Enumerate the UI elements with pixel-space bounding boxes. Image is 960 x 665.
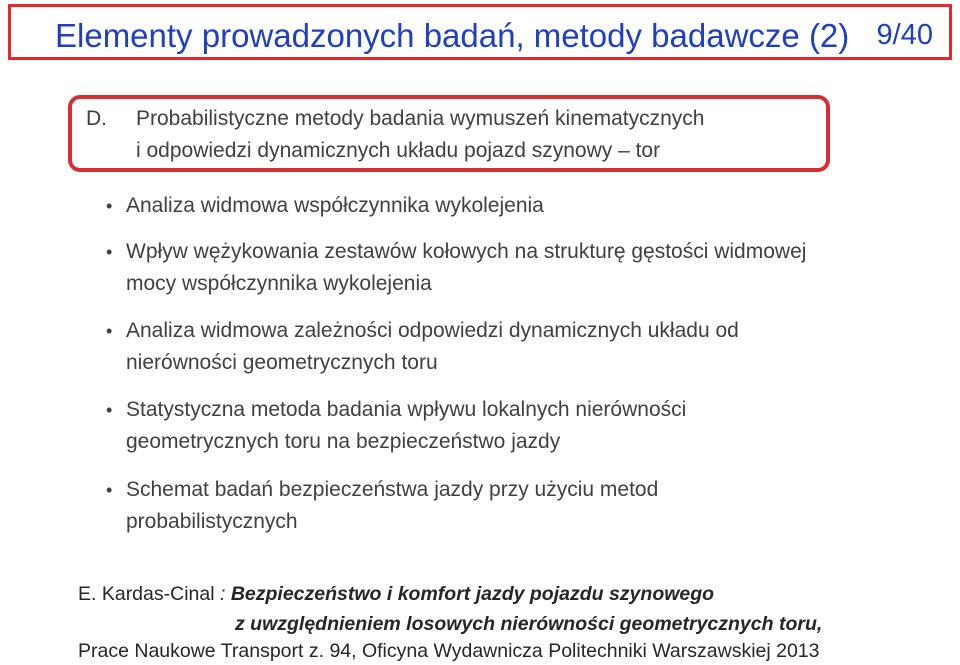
bullet-item: [100, 474, 820, 538]
reference-title-line-2: z uwzględnieniem losowych nierówności geometrycznych toru,: [235, 613, 823, 635]
section-heading-box: [68, 95, 830, 172]
bullet-text: Wpływ wężykowania zestawów kołowych na strukturę gęstości widmowej mocy współczynnika wykolejenia: [126, 240, 807, 295]
bullet-item: [100, 190, 820, 222]
bullet-text: Schemat badań bezpieczeństwa jazdy przy użyciu metod probabilistycznych: [126, 478, 659, 533]
bullet-icon: •: [106, 480, 113, 500]
bullet-text: Analiza widmowa zależności odpowiedzi dynamicznych układu od nierówności geometrycznych toru: [126, 319, 739, 374]
reference-separator: :: [214, 583, 231, 605]
bullet-icon: •: [106, 321, 113, 341]
bullet-item: [100, 236, 820, 300]
section-heading-line-2: i odpowiedzi dynamicznych układu pojazd szynowy – tor: [136, 139, 661, 162]
reference-title-line-1: Bezpieczeństwo i komfort jazdy pojazdu szynowego: [230, 583, 715, 605]
reference-line-1: [78, 583, 714, 606]
section-heading-line-1: Probabilistyczne metody badania wymuszeń kinematycznych: [136, 107, 705, 130]
bullet-text: Statystyczna metoda badania wpływu lokalnych nierówności geometrycznych toru na bezpieczeństwo jazdy: [126, 398, 687, 453]
reference-line-2: [235, 613, 822, 636]
reference-publisher: Prace Naukowe Transport z. 94, Oficyna Wydawnicza Politechniki Warszawskiej 2013: [78, 640, 820, 662]
bullet-icon: •: [106, 196, 113, 216]
page-number: 9/40: [876, 19, 933, 51]
bullet-text: Analiza widmowa współczynnika wykolejenia: [126, 194, 544, 217]
bullet-item: [100, 394, 820, 458]
slide-title: Elementy prowadzonych badań, metody badawcze (2): [55, 17, 850, 54]
bullet-icon: •: [106, 400, 113, 420]
reference-author: E. Kardas-Cinal: [78, 583, 215, 605]
bullet-icon: •: [106, 242, 113, 262]
bullet-item: [100, 315, 820, 379]
title-bar: [8, 4, 952, 60]
section-letter: D.: [86, 107, 107, 130]
